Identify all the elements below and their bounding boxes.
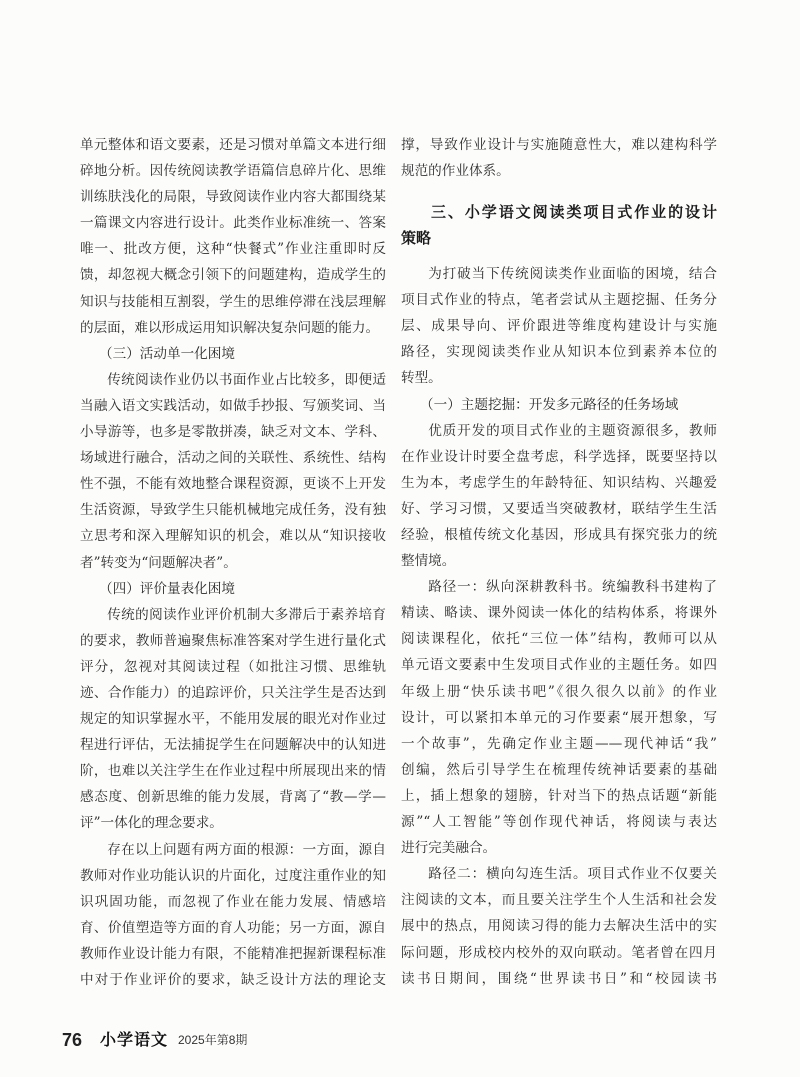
- text-line: 当融入语文实践活动，如做手抄报、写颁奖词、当: [80, 397, 386, 414]
- text-line: 生为本，考虑学生的年龄特征、知识结构、兴趣爱: [401, 474, 717, 491]
- text-line: 评分，忽视对其阅读过程（如批注习惯、思维轨: [80, 658, 386, 675]
- text-line: 的要求，教师普遍聚焦标准答案对学生进行量化式: [80, 632, 386, 649]
- paragraph: [401, 261, 717, 391]
- text-line: 知识与技能相互割裂，学生的思维停滞在浅层理解: [80, 293, 386, 310]
- text-line: 在作业设计时要全盘考虑，科学选择，既要坚持以: [401, 448, 717, 465]
- paragraph: [80, 602, 386, 837]
- text-line: 立思考和深入理解知识的机会，难以从“知识接收: [80, 528, 386, 545]
- text-line: 好、学习习惯，又要适当突破教材，联结学生生活: [401, 500, 717, 517]
- text-line: 创编，然后引导学生在梳理传统神话要素的基础: [401, 761, 717, 778]
- text-line: 碎地分析。因传统阅读教学语篇信息碎片化、思维: [80, 163, 386, 180]
- text-line: 场域进行融合，活动之间的关联性、系统性、结构: [80, 450, 386, 467]
- text-line: 层、成果导向、评价跟进等维度构建设计与实施: [401, 318, 717, 335]
- text-line: 阅读课程化，依托“三位一体”结构，教师可以从: [401, 631, 717, 648]
- text-line: 中对于作业评价的要求，缺乏设计方法的理论支: [80, 972, 386, 988]
- text-line: 经验，根植传统文化基因，形成具有探究张力的统: [401, 527, 717, 543]
- text-line: 程进行评估，无法捕捉学生在问题解决中的认知进: [80, 737, 386, 754]
- text-line: 规定的知识掌握水平，不能用发展的眼光对作业过: [80, 711, 386, 728]
- text-line: 性不强，不能有效地整合课程资源，更谈不上开发: [80, 476, 386, 493]
- text-line: 单元语文要素中生发项目式作业的主题任务。如四: [401, 657, 717, 674]
- left-column: [80, 132, 386, 993]
- text-line: 展中的热点，用阅读习得的能力去解决生活中的实: [401, 918, 717, 935]
- text-line: 源”“人工智能”等创作现代神话，将阅读与表达: [401, 814, 717, 831]
- text-line: 阶，也难以关注学生在作业过程中所展现出来的情: [80, 763, 386, 780]
- text-line: 小导游等，也多是零散拼凑，缺乏对文本、学科、: [80, 424, 386, 441]
- text-line: 者”转变为“问题解决者”。: [80, 554, 237, 571]
- text-line: 进行完美融合。: [401, 840, 497, 857]
- text-line: 转型。: [401, 370, 442, 387]
- section-heading-line: 策略: [401, 229, 432, 248]
- text-line: 注阅读的文本，而且要关注学生个人生活和社会发: [401, 892, 717, 909]
- text-line: 一个故事”，先确定作业主题——现代神话“我”: [401, 735, 717, 752]
- text-line: 上，插上想象的翅膀，针对当下的热点话题“新能: [401, 787, 717, 804]
- text-line: 规范的作业体系。: [401, 163, 510, 180]
- text-line: 路径二：横向勾连生活。项目式作业不仅要关: [428, 866, 717, 883]
- text-line: 路径一：纵向深耕教科书。统编教科书建构了: [428, 579, 717, 596]
- text-line: 评”一体化的理念要求。: [80, 815, 223, 832]
- right-column: [401, 132, 717, 992]
- text-line: 迹、合作能力）的追踪评价，只关注学生是否达到: [80, 684, 386, 701]
- text-line: 训练肤浅化的局限，导致阅读作业内容大都围绕某: [80, 189, 386, 206]
- text-line: 教师作业设计能力有限，不能精准把握新课程标准: [80, 945, 386, 962]
- text-line: 的层面，难以形成运用知识解决复杂问题的能力。: [80, 319, 380, 336]
- text-line: 存在以上问题有两方面的根源：一方面，源自: [107, 841, 386, 858]
- text-line: 路径，实现阅读类作业从知识本位到素养本位的: [401, 344, 717, 361]
- text-line: 教师对作业功能认识的片面化，过度注重作业的知: [80, 867, 386, 884]
- text-line: 年级上册“快乐读书吧”《很久很久以前》的作业: [401, 683, 717, 700]
- paragraph: [401, 574, 717, 861]
- text-line: 一篇课文内容进行设计。此类作业标准统一、答案: [80, 215, 386, 232]
- text-line: 为打破当下传统阅读类作业面临的困境，结合: [428, 266, 717, 283]
- text-line: 识巩固功能，而忽视了作业在能力发展、情感培: [80, 893, 386, 910]
- paragraph: [80, 837, 386, 994]
- text-line: 优质开发的项目式作业的主题资源很多，教师: [428, 422, 717, 439]
- text-line: 际问题，形成校内校外的双向联动。笔者曾在四月: [401, 944, 717, 961]
- text-line: 读书日期间，围绕“世界读书日”和“校园读书: [401, 970, 717, 987]
- section-heading-line: 三、小学语文阅读类项目式作业的设计: [431, 202, 717, 221]
- text-line: 精读、略读、课外阅读一体化的结构体系，将课外: [401, 605, 717, 622]
- paragraph: [80, 132, 386, 341]
- text-line: 项目式作业的特点，笔者尝试从主题挖掘、任务分: [401, 292, 717, 309]
- text-line: 单元整体和语文要素，还是习惯对单篇文本进行细: [80, 137, 386, 153]
- subsection-heading: （四）评价量表化困境: [99, 580, 235, 597]
- paragraph: [401, 132, 717, 184]
- paragraph: [80, 367, 386, 576]
- text-line: 传统的阅读作业评价机制大多滞后于素养培育: [107, 606, 386, 623]
- text-line: 设计，可以紧扣本单元的习作要素“展开想象，写: [401, 709, 717, 726]
- text-line: 整情境。: [401, 553, 456, 570]
- text-line: 感态度、创新思维的能力发展，背离了“教—学—: [80, 789, 386, 806]
- paragraph: [401, 418, 717, 575]
- text-line: 传统阅读作业仍以书面作业占比较多，即便适: [107, 371, 386, 388]
- text-line: 生活资源，导致学生只能机械地完成任务，没有独: [80, 502, 386, 519]
- page-number: 76: [62, 1030, 83, 1050]
- text-line: 唯一、批改方便，这种“快餐式”作业注重即时反: [80, 241, 386, 258]
- subsection-heading: （三）活动单一化困境: [99, 345, 235, 362]
- paragraph: [401, 861, 717, 991]
- text-line: 馈，却忽视大概念引领下的问题建构，造成学生的: [80, 267, 386, 284]
- section-heading: [401, 199, 717, 251]
- subsection-heading: （一）主题挖掘：开发多元路径的任务场域: [420, 396, 679, 413]
- journal-logo: 小学语文: [100, 1030, 169, 1049]
- text-line: 育、价值塑造等方面的育人功能；另一方面，源自: [80, 919, 386, 936]
- text-line: 撑，导致作业设计与实施随意性大，难以建构科学: [401, 137, 717, 153]
- issue-label: 2025年第8期: [178, 1033, 248, 1047]
